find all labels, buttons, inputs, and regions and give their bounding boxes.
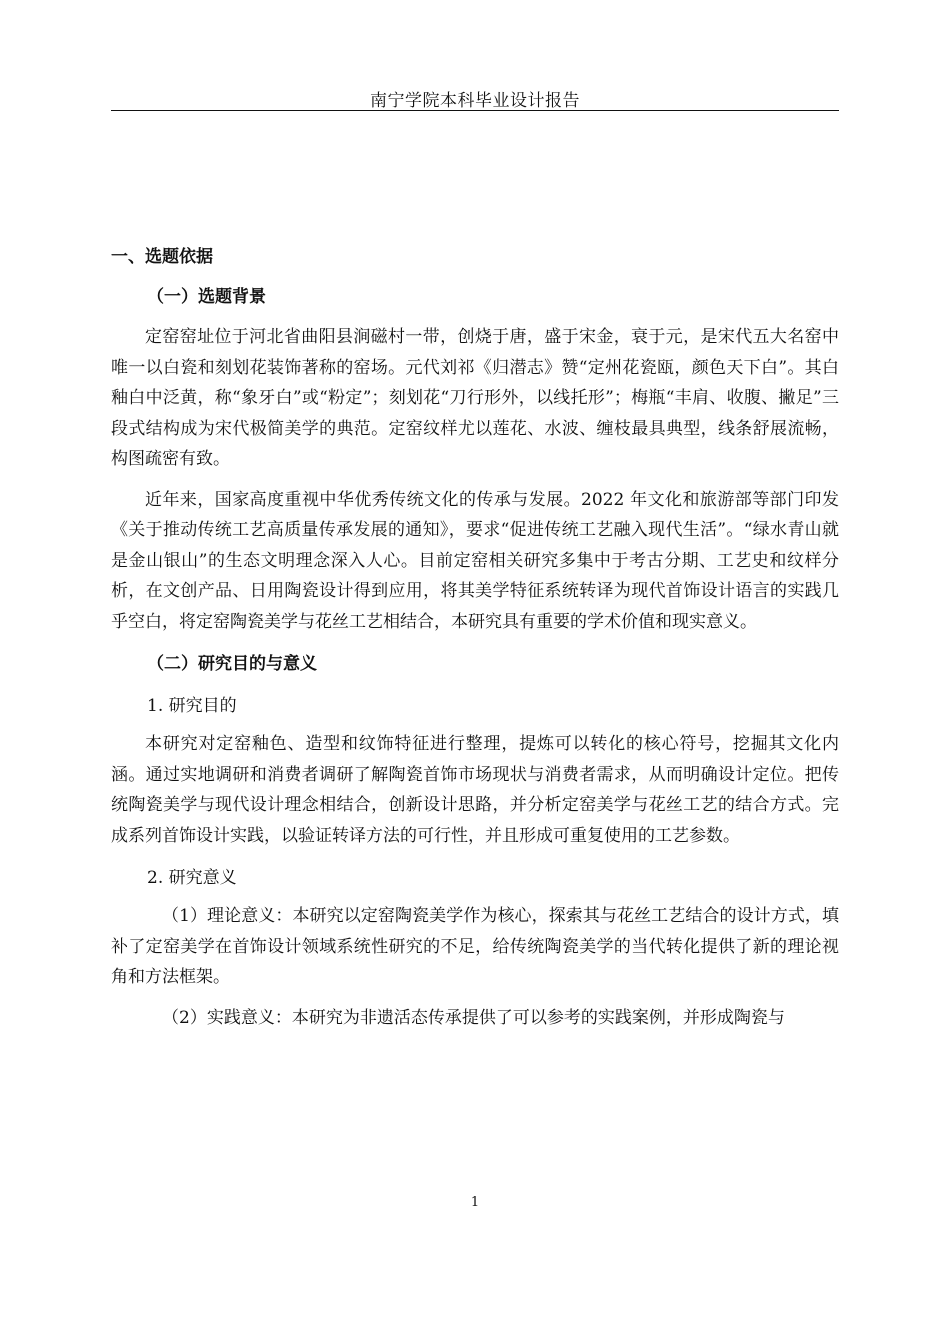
- paragraph-practice: （2）实践意义：本研究为非遗活态传承提供了可以参考的实践案例，并形成陶瓷与: [162, 1007, 785, 1028]
- section-heading: 一、选题依据: [111, 247, 213, 267]
- subsection-heading-purpose: （二）研究目的与意义: [147, 654, 317, 674]
- document-body: [111, 240, 839, 1043]
- item-heading-significance: 2. 研究意义: [147, 868, 237, 888]
- paragraph-background-2: 近年来，国家高度重视中华优秀传统文化的传承与发展。2022 年文化和旅游部等部门印发《关于推动传统工艺高质量传承发展的通知》，要求“促进传统工艺融入现代生活”。“绿水青山就是金山银山”的生态文明理念深入人心。目前定窑相关研究多集中于考古分期、工艺史和纹样分析，在文创产品、日用陶瓷设计得到应用，将其美学特征系统转译为现代首饰设计语言的实践几乎空白，将定窑陶瓷美学与花丝工艺相结合，本研究具有重要的学术价值和现实意义。: [111, 489, 839, 632]
- paragraph-purpose: 本研究对定窑釉色、造型和纹饰特征进行整理，提炼可以转化的核心符号，挖掘其文化内涵。通过实地调研和消费者调研了解陶瓷首饰市场现状与消费者需求，从而明确设计定位。把传统陶瓷美学与现代设计理念相结合，创新设计思路，并分析定窑美学与花丝工艺的结合方式。完成系列首饰设计实践，以验证转译方法的可行性，并且形成可重复使用的工艺参数。: [111, 734, 839, 846]
- subsection-heading-background: （一）选题背景: [147, 287, 266, 307]
- item-heading-purpose: 1. 研究目的: [147, 696, 237, 716]
- paragraph-background-1: 定窑窑址位于河北省曲阳县涧磁村一带，创烧于唐，盛于宋金，衰于元，是宋代五大名窑中唯一以白瓷和刻划花装饰著称的窑场。元代刘祁《归潜志》赞“定州花瓷瓯，颜色天下白”。其白釉白中泛黄，称“象牙白”或“粉定”；刻划花“刀行形外，以线托形”；梅瓶“丰肩、收腹、撇足”三段式结构成为宋代极简美学的典范。定窑纹样尤以莲花、水波、缠枝最具典型，线条舒展流畅，构图疏密有致。: [111, 327, 839, 469]
- page-header: 南宁学院本科毕业设计报告: [370, 91, 580, 111]
- page-number: 1: [470, 1195, 480, 1210]
- paragraph-theory: （1）理论意义：本研究以定窑陶瓷美学作为核心，探索其与花丝工艺结合的设计方式，填补了定窑美学在首饰设计领域系统性研究的不足，给传统陶瓷美学的当代转化提供了新的理论视角和方法框架。: [111, 906, 839, 987]
- header-rule: [111, 110, 839, 111]
